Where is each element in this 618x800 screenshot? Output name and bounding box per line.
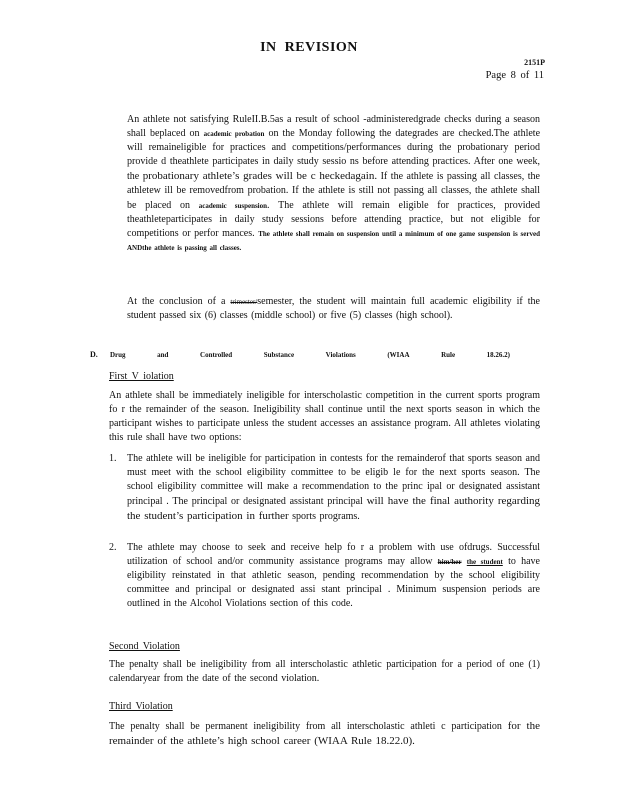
option-one-text: The athlete will be ineligible for participation in contests for the remainderof that sports season and must meet with the school eligibility committee to be eligib le for the next sports season. The school eligibility committee will make a recommendation to the princ ipal or designated assistant principal . The principal or designated assistant principal will have the final authority regarding the student’s participation in further sports programs.	[127, 453, 540, 523]
semester-eligibility-paragraph: At the conclusion of a trimester/semester, the student will maintain full academic eligibility if the student passed six (6) classes (middle school) or five (5) classes (high school).	[127, 296, 540, 322]
option-two-text: The athlete may choose to seek and receive help fo r a problem with use ofdrugs. Successful utilization of school and/or community assistance programs may allow him/her the student to have eligibility reinstated in that athletic season, pending recommendation by the school eligibility committee and principal or designated assi stant principal . Minimum suspension periods are outlined in the Alcohol Violations section of this code.	[127, 542, 541, 610]
section-letter: D.	[90, 350, 98, 359]
page-title: IN REVISION	[260, 40, 358, 55]
second-violation-heading: Second Violation	[109, 641, 180, 652]
policy-code: 2151P	[524, 58, 545, 67]
section-title: Drug and Controlled Substance Violations (WIAA Rule 18.26.2)	[110, 351, 510, 359]
page-number: Page 8 of 11	[485, 70, 544, 81]
first-violation-heading: First V iolation	[109, 371, 174, 382]
academic-suspension-term: academic suspension	[198, 201, 268, 210]
third-violation-text: The penalty shall be permanent ineligibility from all interscholastic athleti c participation for the remainder of the athlete’s high school career (WIAA Rule 18.22.0).	[109, 720, 540, 748]
first-violation-intro: An athlete shall be immediately ineligible for interscholastic competition in the current sports program fo r the remainder of the season. Ineligibility shall continue until the next sports season in which the participant wishes to participate unless the student accesses an assistance program. All athletes violating this rule shall have two options:	[109, 390, 540, 444]
inserted-text: the student	[466, 558, 503, 567]
struck-text: him/her	[437, 558, 462, 567]
list-number: 2.	[109, 542, 117, 553]
second-violation-text: The penalty shall be ineligibility from all interscholastic athletic participation for a period of one (1) calendaryear from the date of the second violation.	[109, 659, 540, 685]
list-number: 1.	[109, 453, 117, 464]
academic-probation-term: academic probation	[203, 130, 265, 139]
third-violation-heading: Third Violation	[109, 701, 173, 712]
struck-text: trimester/	[230, 298, 258, 306]
academic-probation-paragraph: An athlete not satisfying RuleII.B.5as a result of school -administeredgrade checks during a season shall beplaced on academic probation on the Monday following the dategrades are checked.The athlete will remaineligible for practices and competitions/performances during the probationary period provide d theathlete participates in daily study sessio ns before attending practices. After one week, the probationary athlete’s grades will be c heckedagain. If the athlete is passing all classes, the athletew ill be removedfrom probation. If the athlete is still not passing all classes, the athlete shall be placed on academic suspension. The athlete will remain eligible for practices, provided theathleteparticipates in daily study sessions before attending practice, but not eligible for competitions or perfor mances. The athlete shall remain on suspension until a minimum of one game suspension is served ANDthe athlete is passing all classes.	[127, 114, 541, 252]
